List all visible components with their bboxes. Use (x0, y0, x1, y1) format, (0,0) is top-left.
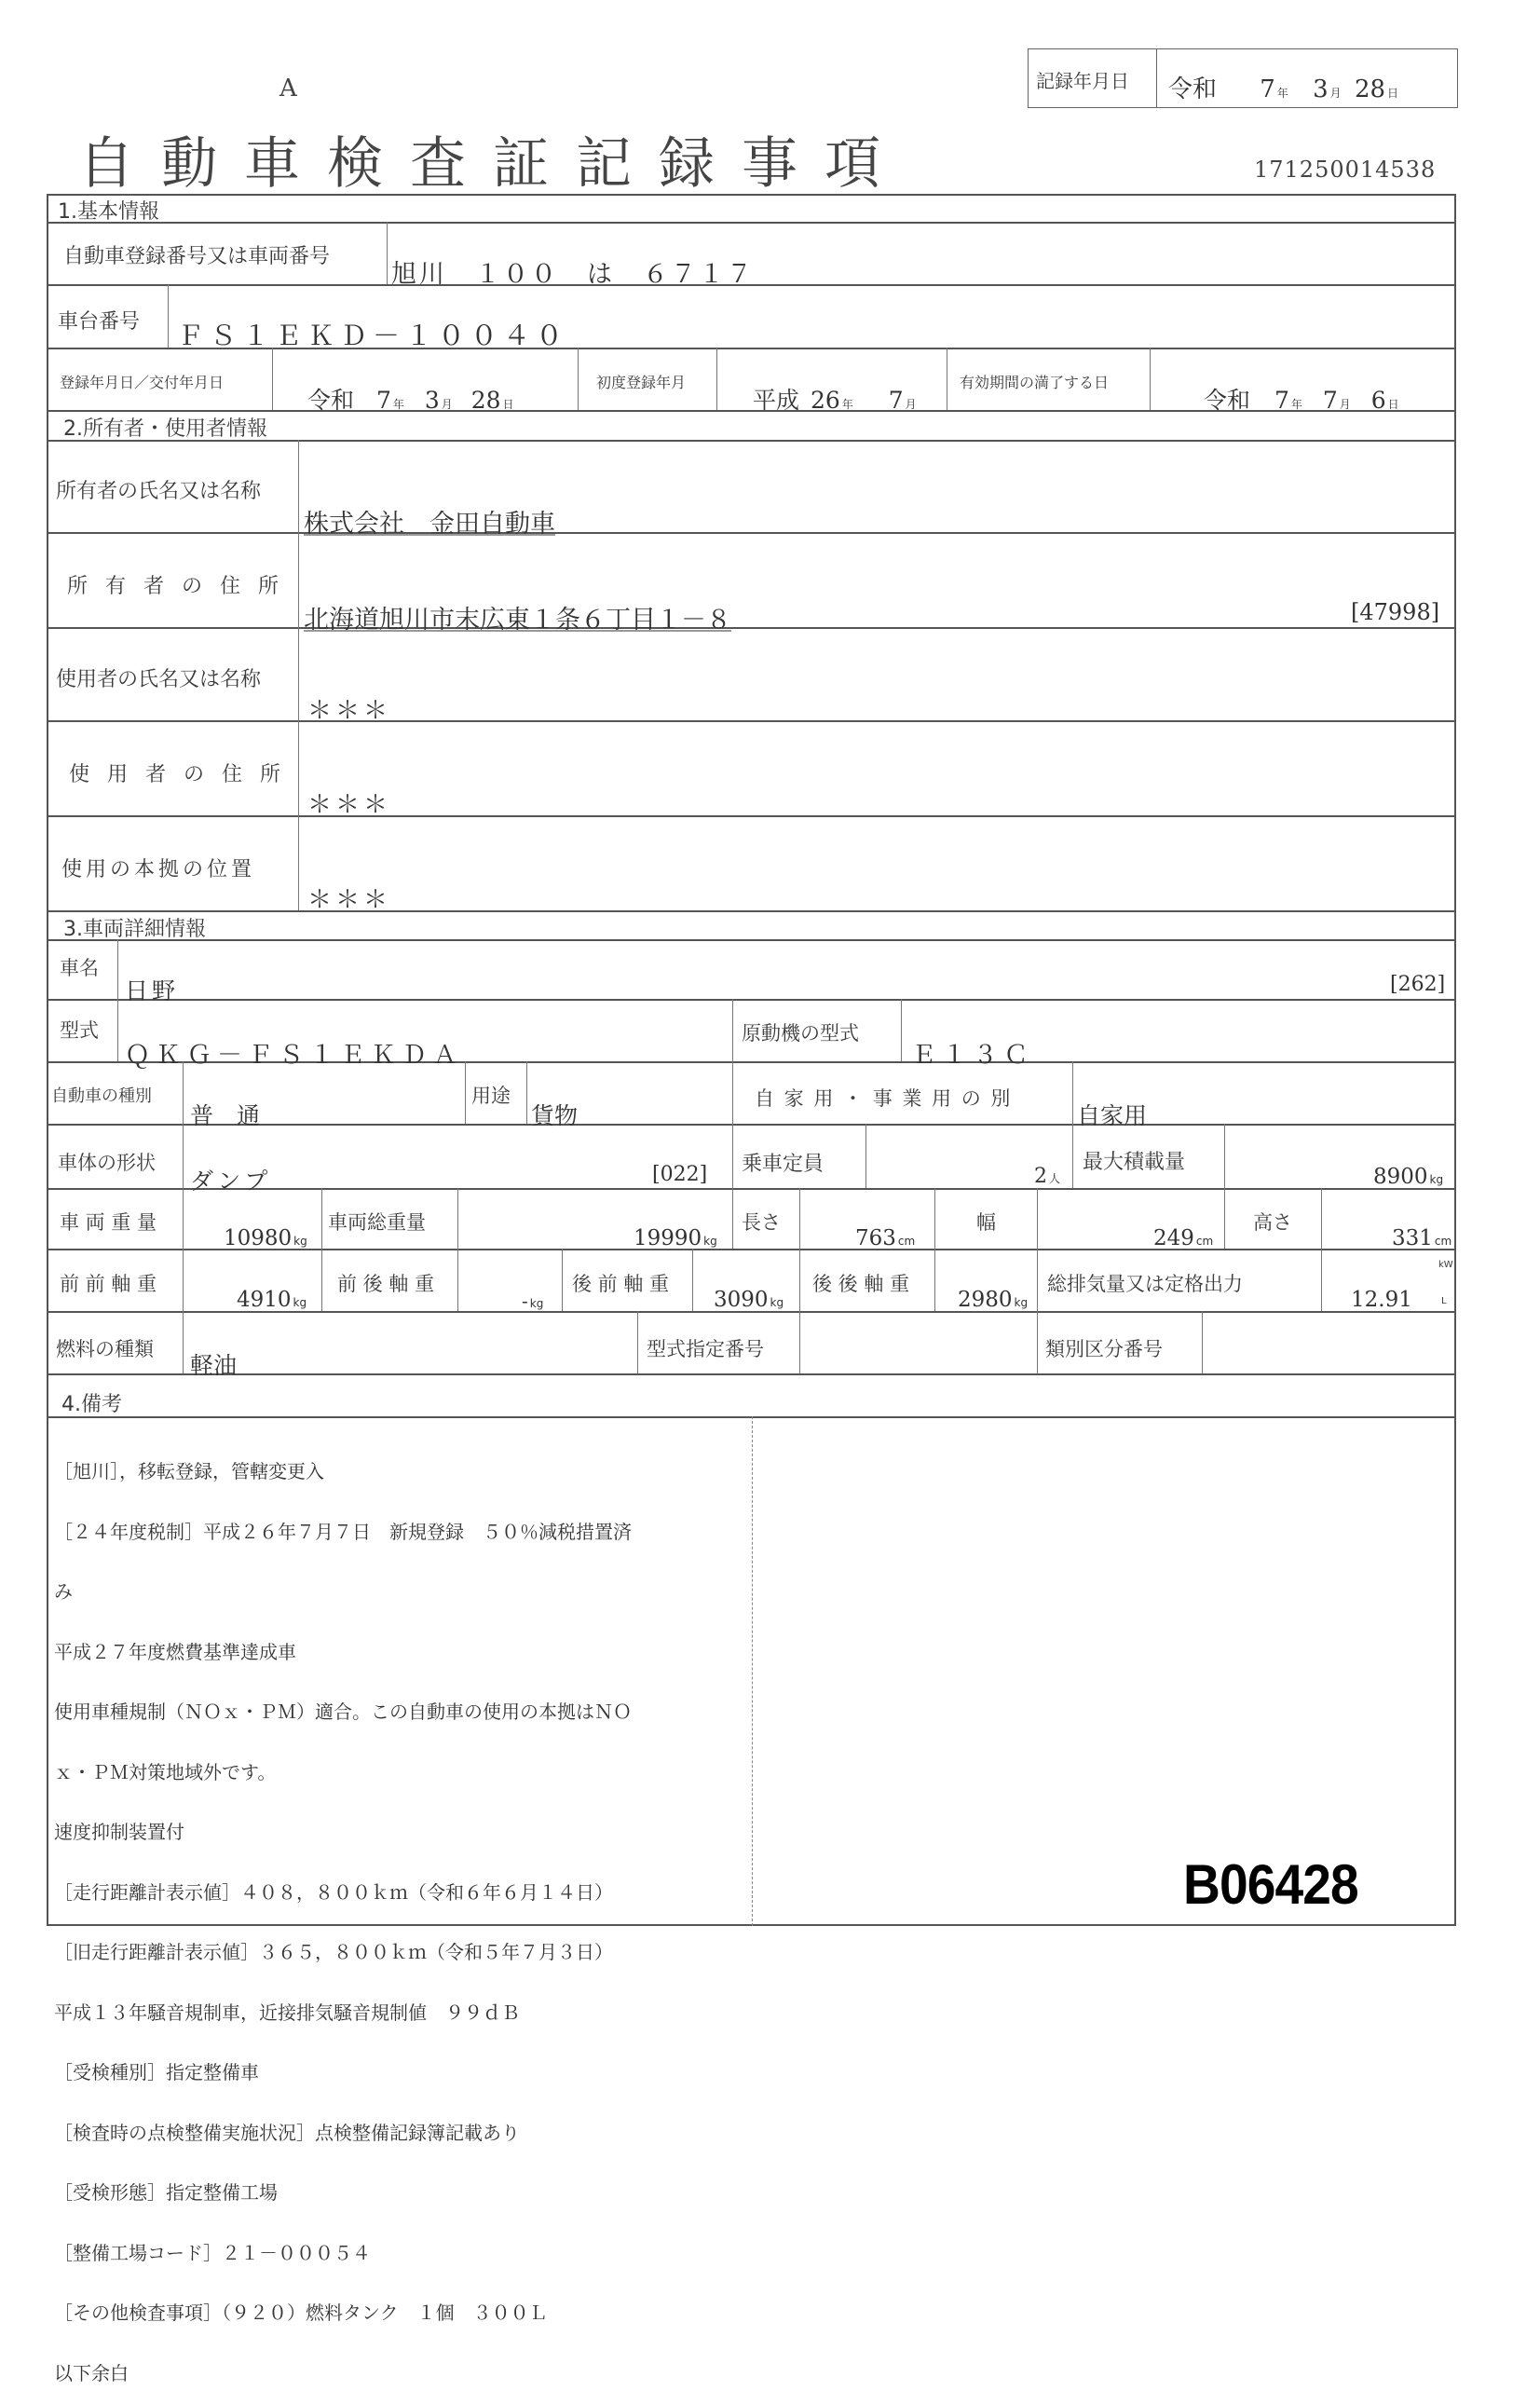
length-value: 763 cm (855, 1226, 916, 1250)
body-shape-value: ダンプ (190, 1168, 272, 1195)
vehicle-type-value: 普 通 (190, 1102, 261, 1129)
owner-address-label: 所 有 者 の 住 所 (67, 575, 284, 598)
rr-axle-label: 後 後 軸 重 (812, 1273, 910, 1295)
ff-axle-label: 前 前 軸 重 (60, 1273, 157, 1295)
page-title: 自動車検査証記録事項 (78, 131, 907, 197)
base-location-value: ＊＊＊ (307, 886, 392, 914)
remark-line: ［受検形態］指定整備工場 (54, 2181, 278, 2204)
expiry-value: 令和 7 年 7 月 6 日 (1204, 387, 1399, 414)
owner-name-label: 所有者の氏名又は名称 (56, 480, 262, 503)
body-shape-label: 車体の形状 (58, 1152, 156, 1174)
remark-line: 以下余白 (54, 2361, 129, 2384)
width-label: 幅 (976, 1211, 996, 1234)
body-shape-code: [022] (652, 1163, 708, 1186)
remark-line: 使用車種規制（ＮＯｘ・ＰＭ）適合。この自動車の使用の本拠はＮＯ (54, 1701, 632, 1723)
expiry-label: 有効期間の満了する日 (960, 374, 1110, 391)
stamp-code: B06428 (1183, 1853, 1358, 1916)
first-reg-label: 初度登録年月 (596, 374, 687, 391)
record-date-box (1028, 48, 1458, 108)
type-designation-label: 型式指定番号 (647, 1338, 764, 1360)
remark-line: ｘ・ＰＭ対策地域外です。 (54, 1760, 277, 1783)
vehicle-name-value: 日野 (125, 977, 180, 1004)
engine-model-label: 原動機の型式 (742, 1022, 859, 1045)
displacement-value: 12.91 (1351, 1288, 1412, 1312)
use-label: 用途 (471, 1085, 511, 1107)
gross-weight-label: 車両総重量 (328, 1211, 426, 1234)
reg-date-label: 登録年月日／交付年月日 (60, 374, 225, 391)
height-value: 331 cm (1392, 1226, 1452, 1250)
length-label: 長さ (742, 1211, 781, 1234)
remark-line: ［その他検査事項］（９２０）燃料タンク １個 ３００Ｌ (54, 2302, 548, 2324)
rf-axle-value: 3090 kg (714, 1288, 784, 1312)
owner-address-value: 北海道旭川市末広東１条６丁目１－８ (304, 606, 731, 635)
base-location-label: 使用の本拠の位置 (61, 858, 256, 881)
private-business-value: 自家用 (1077, 1102, 1148, 1129)
registration-label: 自動車登録番号又は車両番号 (63, 245, 331, 268)
section-basic-info-title: 1.基本情報 (58, 200, 159, 224)
corner-letter: A (279, 75, 297, 102)
vehicle-weight-label: 車 両 重 量 (60, 1211, 157, 1234)
owner-address-code: [47998] (1351, 599, 1440, 625)
user-address-value: ＊＊＊ (307, 791, 392, 819)
owner-name-value: 株式会社 金田自動車 (304, 510, 555, 539)
document-number: 171250014538 (1254, 157, 1437, 183)
category-label: 類別区分番号 (1045, 1338, 1163, 1360)
reg-date-value: 令和 7 年 3 月 28 日 (307, 387, 514, 414)
user-address-label: 使 用 者 の 住 所 (69, 763, 286, 786)
rr-axle-value: 2980 kg (958, 1288, 1029, 1312)
section-vehicle-detail-title: 3.車両詳細情報 (63, 918, 206, 941)
gross-weight-value: 19990 kg (634, 1226, 717, 1250)
rf-axle-label: 後 前 軸 重 (572, 1273, 670, 1295)
fuel-label: 燃料の種類 (56, 1338, 154, 1360)
max-load-label: 最大積載量 (1083, 1151, 1186, 1174)
remark-line: み (54, 1580, 73, 1603)
first-reg-value: 平成 26 年 7 月 (753, 387, 917, 414)
capacity-value: 2 人 (1034, 1165, 1061, 1188)
remark-line: ［旧走行距離計表示値］３６５，８００ｋｍ（令和５年７月３日） (54, 1941, 613, 1963)
remarks-list (54, 1422, 748, 2404)
remark-line: 平成１３年騒音規制車，近接排気騒音規制値 ９９ｄＢ (54, 2001, 520, 2024)
use-value: 貨物 (531, 1102, 579, 1129)
chassis-label: 車台番号 (58, 310, 141, 334)
vehicle-name-code: [262] (1390, 973, 1446, 996)
width-value: 249 cm (1153, 1226, 1214, 1250)
remark-line: ［走行距離計表示値］４０８，８００ｋｍ（令和６年６月１４日） (54, 1880, 613, 1904)
fr-axle-label: 前 後 軸 重 (337, 1273, 435, 1295)
remark-line: ［受検種別］指定整備車 (54, 2061, 259, 2083)
displacement-unit-l: L (1441, 1296, 1447, 1306)
remark-line: ［整備工場コード］２１－０００５４ (54, 2241, 371, 2264)
registration-value: 旭川 １００ は ６７１７ (391, 260, 755, 289)
model-value: ＱＫＧ－ＦＳ１ＥＫＤＡ (125, 1041, 463, 1070)
user-name-label: 使用者の氏名又は名称 (56, 668, 262, 691)
section-owner-user-title: 2.所有者・使用者情報 (63, 417, 267, 441)
displacement-label: 総排気量又は定格出力 (1047, 1273, 1243, 1295)
record-date-label: 記録年月日 (1036, 70, 1129, 92)
vehicle-weight-value: 10980 kg (224, 1226, 307, 1250)
fuel-value: 軽油 (190, 1352, 238, 1379)
user-name-value: ＊＊＊ (307, 697, 392, 725)
remark-line: ［２４年度税制］平成２６年７月７日 新規登録 ５０％減税措置済 (54, 1520, 632, 1543)
fr-axle-value: - kg (522, 1290, 544, 1312)
remark-line: ［検査時の点検整備実施状況］点検整備記録簿記載あり (54, 2121, 520, 2144)
model-label: 型式 (60, 1019, 99, 1042)
section-remarks-title: 4.備考 (61, 1393, 122, 1416)
remark-line: 平成２７年度燃費基準達成車 (54, 1640, 296, 1663)
remark-line: ［旭川］，移転登録，管轄変更入 (54, 1460, 324, 1482)
remark-line: 速度抑制装置付 (54, 1821, 184, 1843)
chassis-value: ＦＳ１ＥＫＤ－１００４０ (177, 320, 569, 351)
max-load-value: 8900 kg (1373, 1165, 1444, 1189)
height-label: 高さ (1253, 1211, 1292, 1234)
vehicle-name-label: 車名 (60, 957, 99, 979)
private-business-label: 自 家 用 ・ 事 業 用 の 別 (755, 1087, 1013, 1110)
vehicle-type-label: 自動車の種別 (51, 1086, 152, 1106)
capacity-label: 乗車定員 (742, 1153, 825, 1176)
remarks-divider (752, 1416, 753, 1926)
engine-model-value: Ｅ１３Ｃ (911, 1041, 1034, 1070)
record-date-value: 令和 7 年 3 月 28 日 (1168, 75, 1399, 103)
displacement-unit-kw: kW (1438, 1260, 1453, 1270)
ff-axle-value: 4910 kg (237, 1288, 307, 1312)
